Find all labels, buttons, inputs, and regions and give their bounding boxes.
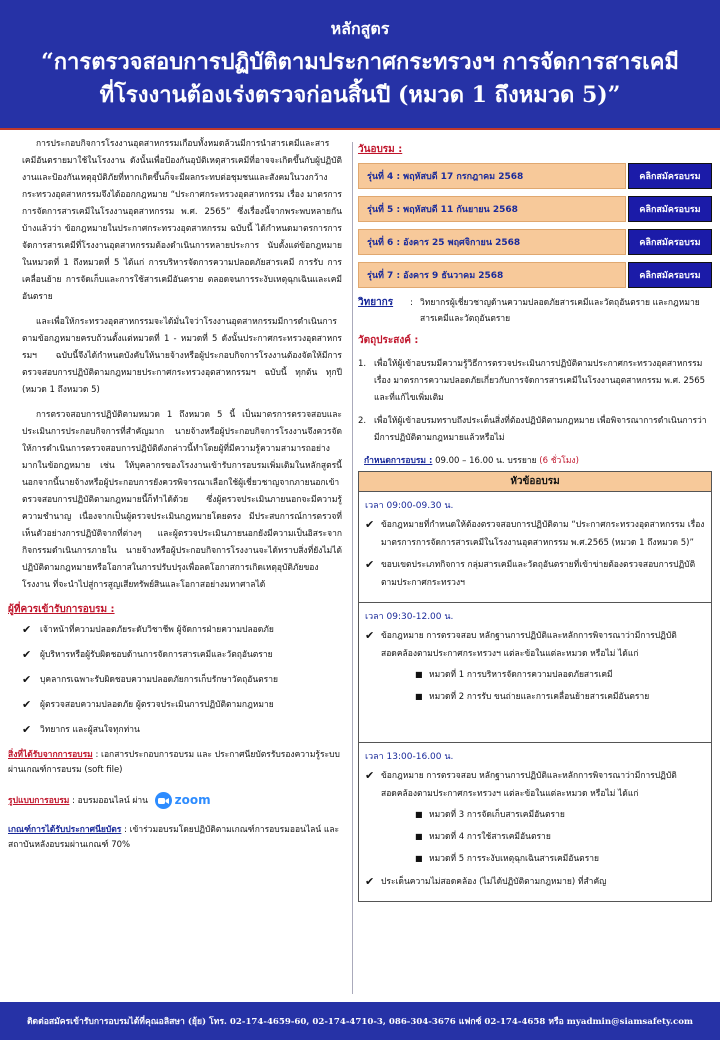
round-6-date: รุ่นที่ 6 : อังคาร 25 พฤศจิกายน 2568	[358, 229, 626, 255]
schedule-heading: วันอบรม :	[358, 144, 403, 155]
format-text: : อบรมออนไลน์ ผ่าน	[69, 796, 148, 806]
round-5-date: รุ่นที่ 5 : พฤหัสบดี 11 กันยายน 2568	[358, 196, 626, 222]
check-icon: ✔	[365, 769, 375, 782]
square-bullet-icon: ■	[415, 832, 423, 841]
format-line	[8, 792, 348, 809]
speaker-colon: :	[410, 298, 413, 308]
topic-subitem: ■ หมวดที่ 1 การบริหารจัดการความปลอดภัยสารเคมี	[415, 667, 705, 683]
topic-time: เวลา 13:00-16.00 น.	[365, 752, 454, 762]
topic-subitem: ■ หมวดที่ 2 การรับ ขนถ่ายและการเคลื่อนย้ายสารเคมีอันตราย	[415, 689, 705, 705]
square-bullet-icon: ■	[415, 810, 423, 819]
format-label: รูปแบบการอบรม	[8, 796, 70, 806]
list-item: ✔ เจ้าหน้าที่ความปลอดภัยระดับวิชาชีพ ผู้จัดการฝ่ายความปลอดภัย	[22, 623, 274, 636]
right-column	[358, 136, 712, 998]
zoom-logo	[155, 792, 211, 809]
duration-time: 09.00 – 16.00 น. บรรยาย	[432, 456, 540, 466]
benefits-text: : เอกสารประกอบการอบรม และ ประกาศนียบัตรรับรองความรู้ระบบผ่านเกณฑ์การอบรม (soft file)	[8, 750, 340, 775]
round-row	[358, 262, 712, 288]
zoom-wordmark: zoom	[174, 793, 211, 807]
footer-contact	[0, 1002, 720, 1040]
check-icon: ✔	[22, 623, 32, 636]
speaker-text: วิทยากรผู้เชี่ยวชาญด้านความปลอดภัยสารเคมีและวัตถุอันตราย และกฎหมายสารเคมีและวัตถุอันตราย	[420, 298, 700, 324]
left-column	[8, 136, 348, 998]
speaker-section	[358, 295, 712, 327]
check-icon: ✔	[22, 648, 32, 661]
participants-list	[22, 623, 348, 737]
round-row	[358, 196, 712, 222]
topic-subitem: ■ หมวดที่ 4 การใช้สารเคมีอันตราย	[415, 829, 705, 845]
intro-paragraph-2: และเพื่อให้กระทรวงอุตสาหกรรมจะได้มั่นใจว่าโรงงานอุตสาหกรรมมีการดำเนินการตามข้อกฎหมายครบถ้วนตั้งแต่หมวดที่ 1 - หมวดที่ 5 ดังนั้นประกาศกระทรวงอุตสาหกรรมฯ ฉบับนี้จึงได้กำหนดบังคับให้นายจ้างหรือผู้ประกอบกิจการโรงงานต้องจัดให้มีการตรวจสอบการปฏิบัติตามกฎหมายประกาศกระทรวงอุตสาหกรรมฯ ฉบับนี้ ทุกต้น ทุกปี (หมวด 1 ถึงหมวด 5)	[22, 317, 342, 395]
square-bullet-icon: ■	[415, 854, 423, 863]
topic-time: เวลา 09:30-12.00 น.	[365, 612, 454, 622]
square-bullet-icon: ■	[415, 692, 423, 701]
topic-item: ✔ ข้อกฎหมายที่กำหนดให้ต้องตรวจสอบการปฏิบัติตาม “ประกาศกระทรวงอุตสาหกรรม เรื่อง มาตรการการจัดการสารเคมีในโรงงานอุตสาหกรรม พ.ศ.2565 (หมวด 1 ถึงหมวด 5)”	[365, 516, 705, 552]
register-button-round-7[interactable]: คลิกสมัครอบรม	[628, 262, 712, 288]
register-button-round-6[interactable]: คลิกสมัครอบรม	[628, 229, 712, 255]
round-row	[358, 229, 712, 255]
register-button-round-4[interactable]: คลิกสมัครอบรม	[628, 163, 712, 189]
duration-label: กำหนดการอบรม :	[364, 456, 433, 466]
zoom-camera-icon	[155, 792, 172, 809]
list-item: ✔ ผู้ตรวจสอบความปลอดภัย ผู้ตรวจประเมินการปฏิบัติตามกฎหมาย	[22, 698, 274, 711]
round-row	[358, 163, 712, 189]
course-title-line-2: ที่โรงงานต้องเร่งตรวจก่อนสิ้นปี (หมวด 1 ถึงหมวด 5)”	[99, 81, 621, 108]
course-title-line-1: “การตรวจสอบการปฏิบัติตามประกาศกระทรวงฯ การจัดการสารเคมี	[41, 48, 679, 75]
check-icon: ✔	[365, 629, 375, 642]
topics-table	[358, 471, 712, 902]
check-icon: ✔	[365, 875, 375, 888]
topic-block-morning-1	[359, 492, 711, 602]
check-icon: ✔	[22, 723, 32, 736]
check-icon: ✔	[365, 558, 375, 571]
topic-block-morning-2	[359, 602, 711, 742]
header-banner	[0, 0, 720, 130]
list-item: 1. เพื่อให้ผู้เข้าอบรมมีความรู้วิธีการตรวจประเมินการปฏิบัติตามประกาศกระทรวงอุตสาหกรรม เรื่อง มาตรการความปลอดภัยเกี่ยวกับการจัดการสารเคมีในโรงงานอุตสาหกรรม พ.ศ. 2565 และที่แก้ไขเพิ่มเติม	[358, 359, 706, 403]
topic-time: เวลา 09:00-09.30 น.	[365, 501, 454, 511]
criteria-text: : เข้าร่วมอบรมโดยปฏิบัติตามเกณฑ์การอบรมออนไลน์ และสถาบันหลังอบรมผ่านเกณฑ์ 70%	[8, 825, 340, 850]
check-icon: ✔	[22, 673, 32, 686]
speaker-label: วิทยากร	[358, 297, 394, 308]
topic-subitem: ■ หมวดที่ 3 การจัดเก็บสารเคมีอันตราย	[415, 807, 705, 823]
schedule-rounds	[358, 163, 712, 288]
list-item: ✔ ผู้บริหารหรือผู้รับผิดชอบด้านการจัดการสารเคมีและวัตถุอันตราย	[22, 648, 273, 661]
list-item: 2. เพื่อให้ผู้เข้าอบรมทราบถึงประเด็นสิ่งที่ต้องปฏิบัติตามกฎหมาย เพื่อพิจารณาการดำเนินการว่ามีการปฏิบัติตามกฎหมายแล้วหรือไม่	[358, 416, 707, 443]
topic-block-afternoon	[359, 742, 711, 901]
check-icon: ✔	[365, 518, 375, 531]
criteria-label: เกณฑ์การได้รับประกาศนียบัตร	[8, 825, 122, 835]
register-button-round-5[interactable]: คลิกสมัครอบรม	[628, 196, 712, 222]
criteria-line	[8, 823, 348, 853]
benefits-line	[8, 748, 348, 778]
check-icon: ✔	[22, 698, 32, 711]
duration-line	[364, 453, 712, 467]
intro-paragraph-1: การประกอบกิจการโรงงานอุตสาหกรรมเกือบทั้งหมดล้วนมีการนำสารเคมีและสารเคมีอันตรายมาใช้ในโรงงาน ดังนั้นเพื่อป้องกันอุบัติเหตุสารเคมีที่อาจจะเกิดขึ้นกับผู้ปฏิบัติงานและป้องกันเหตุอุบัติภัยที่หากเกิดขึ้นก็จะมีผลกระทบต่อชุมชนและสังคมในวงกว้าง กระทรวงอุตสาหกรรมจึงได้ออกกฎหมาย “ประกาศกระทรวงอุตสาหกรรม เรื่อง มาตรการการจัดการสารเคมีในโรงงานอุตสาหกรรม พ.ศ. 2565” ซึ่งเรื่องนี้จากพระพบหลายกันบ้างแล้วว่า ข้อกฎหมายในประกาศกระทรวงอุตสาหกรรม ฉบับนี้ ได้กำหนดมาตรการการจัดการสารเคมีที่โรงงานอุตสาหกรรมต้องดำเนินการหลายประการ นับตั้งแต่ข้อกฎหมายในหมวดที่ 1 ถึงหมวดที่ 5 ได้แก่ การบริหารจัดการความปลอดภัยสารเคมี การรับ การเคลื่อนย้าย การจัดเก็บและการใช้สารเคมีอันตราย ตลอดจนการระงับเหตุฉุกเฉินและเคมีอันตราย	[22, 139, 342, 302]
topic-item: ✔ ประเด็นความไม่สอดคล้อง (ไม่ได้ปฏิบัติตามกฎหมาย) ที่สำคัญ	[365, 873, 705, 891]
topic-item: ✔ ข้อกฎหมาย การตรวจสอบ หลักฐานการปฏิบัติและหลักการพิจารณาว่ามีการปฏิบัติสอดคล้องตามประกาศกระทรวงฯ แต่ละข้อในแต่ละหมวด หรือไม่ ได้แก่	[365, 627, 705, 663]
topic-item: ✔ ขอบเขตประเภทกิจการ กลุ่มสารเคมีและวัตถุอันตรายที่เข้าข่ายต้องตรวจสอบการปฏิบัติตามประกาศกระทรวงฯ	[365, 556, 705, 592]
benefits-label: สิ่งที่ได้รับจากการอบรม	[8, 750, 93, 760]
round-7-date: รุ่นที่ 7 : อังคาร 9 ธันวาคม 2568	[358, 262, 626, 288]
objectives-list	[358, 356, 712, 447]
topic-item: ✔ ข้อกฎหมาย การตรวจสอบ หลักฐานการปฏิบัติและหลักการพิจารณาว่ามีการปฏิบัติสอดคล้องตามประกาศกระทรวงฯ แต่ละข้อในแต่ละหมวด หรือไม่ ได้แก่	[365, 767, 705, 803]
square-bullet-icon: ■	[415, 670, 423, 679]
participants-heading: ผู้ที่ควรเข้ารับการอบรม :	[8, 604, 115, 615]
objectives-heading: วัตถุประสงค์ :	[358, 335, 419, 346]
round-4-date: รุ่นที่ 4 : พฤหัสบดี 17 กรกฎาคม 2568	[358, 163, 626, 189]
topics-heading: หัวข้ออบรม	[359, 472, 711, 492]
list-item: ✔ บุคลากรเฉพาะรับผิดชอบความปลอดภัยการเก็บรักษาวัตถุอันตราย	[22, 673, 279, 686]
intro-paragraph-3: การตรวจสอบการปฏิบัติตามหมวด 1 ถึงหมวด 5 นี้ เป็นมาตรการตรวจสอบและประเมินการประกอบกิจการที่สำคัญมาก นายจ้างหรือผู้ประกอบกิจการโรงงานจึงควรจัดให้การดำเนินการตรวจสอบการปฏิบัติดังกล่าวนี้ทำโดยผู้ที่มีความรู้ความสามารถอย่างมากในข้อกฎหมาย เช่น ให้บุคลากรของโรงงานเข้ารับการอบรมเพิ่มเติมในหลักสูตรนี้ นอกจากนี้นายจ้างหรือผู้ประกอบการยังควรพิจารณาเลือกใช้ผู้เชี่ยวชาญจากภายนอกเข้าตรวจสอบการปฏิบัติตามกฎหมายนี้ก็ทำได้ด้วย ซึ่งผู้ตรวจประเมินภายนอกจะมีความรู้ความชำนาญ เนื่องจากเป็นผู้ตรวจประเมินกฎหมายโดยตรง มีประสบการณ์การตรวจที่เห็นตัวอย่างการปฏิบัติจากที่ต่างๆ และผู้ตรวจประเมินภายนอกยังมีความเป็นอิสระจากกิจกรรมดำเนินการภายใน นายจ้างหรือผู้ประกอบกิจการโรงงานจะได้ทราบสิ่งที่ยังไม่ได้ปฏิบัติตามกฎหมายหรือโอกาสในการปรับปรุงเพื่อลดโอกาสการเกิดเหตุอุบัติภัยของโรงงาน ที่จะนำไปสู่การสูญเสียทรัพย์สินและโอกาสอย่างมหาศาลได้	[22, 410, 342, 590]
column-divider	[352, 142, 353, 994]
contact-text: ติดต่อสมัครเข้ารับการอบรมได้ที่คุณอลิสษา (ยุ้ย) โทร. 02-174-4659-60, 02-174-4710-3, 086-304-3676 แฟกซ์ 02-174-4658 หรือ myadmin@siamsafety.com	[26, 1017, 694, 1027]
duration-hours: (6 ชั่วโมง)	[539, 456, 579, 466]
course-label: หลักสูตร	[330, 18, 390, 38]
topic-subitem: ■ หมวดที่ 5 การระงับเหตุฉุกเฉินสารเคมีอันตราย	[415, 851, 705, 867]
list-item: ✔ วิทยากร และผู้สนใจทุกท่าน	[22, 723, 140, 736]
